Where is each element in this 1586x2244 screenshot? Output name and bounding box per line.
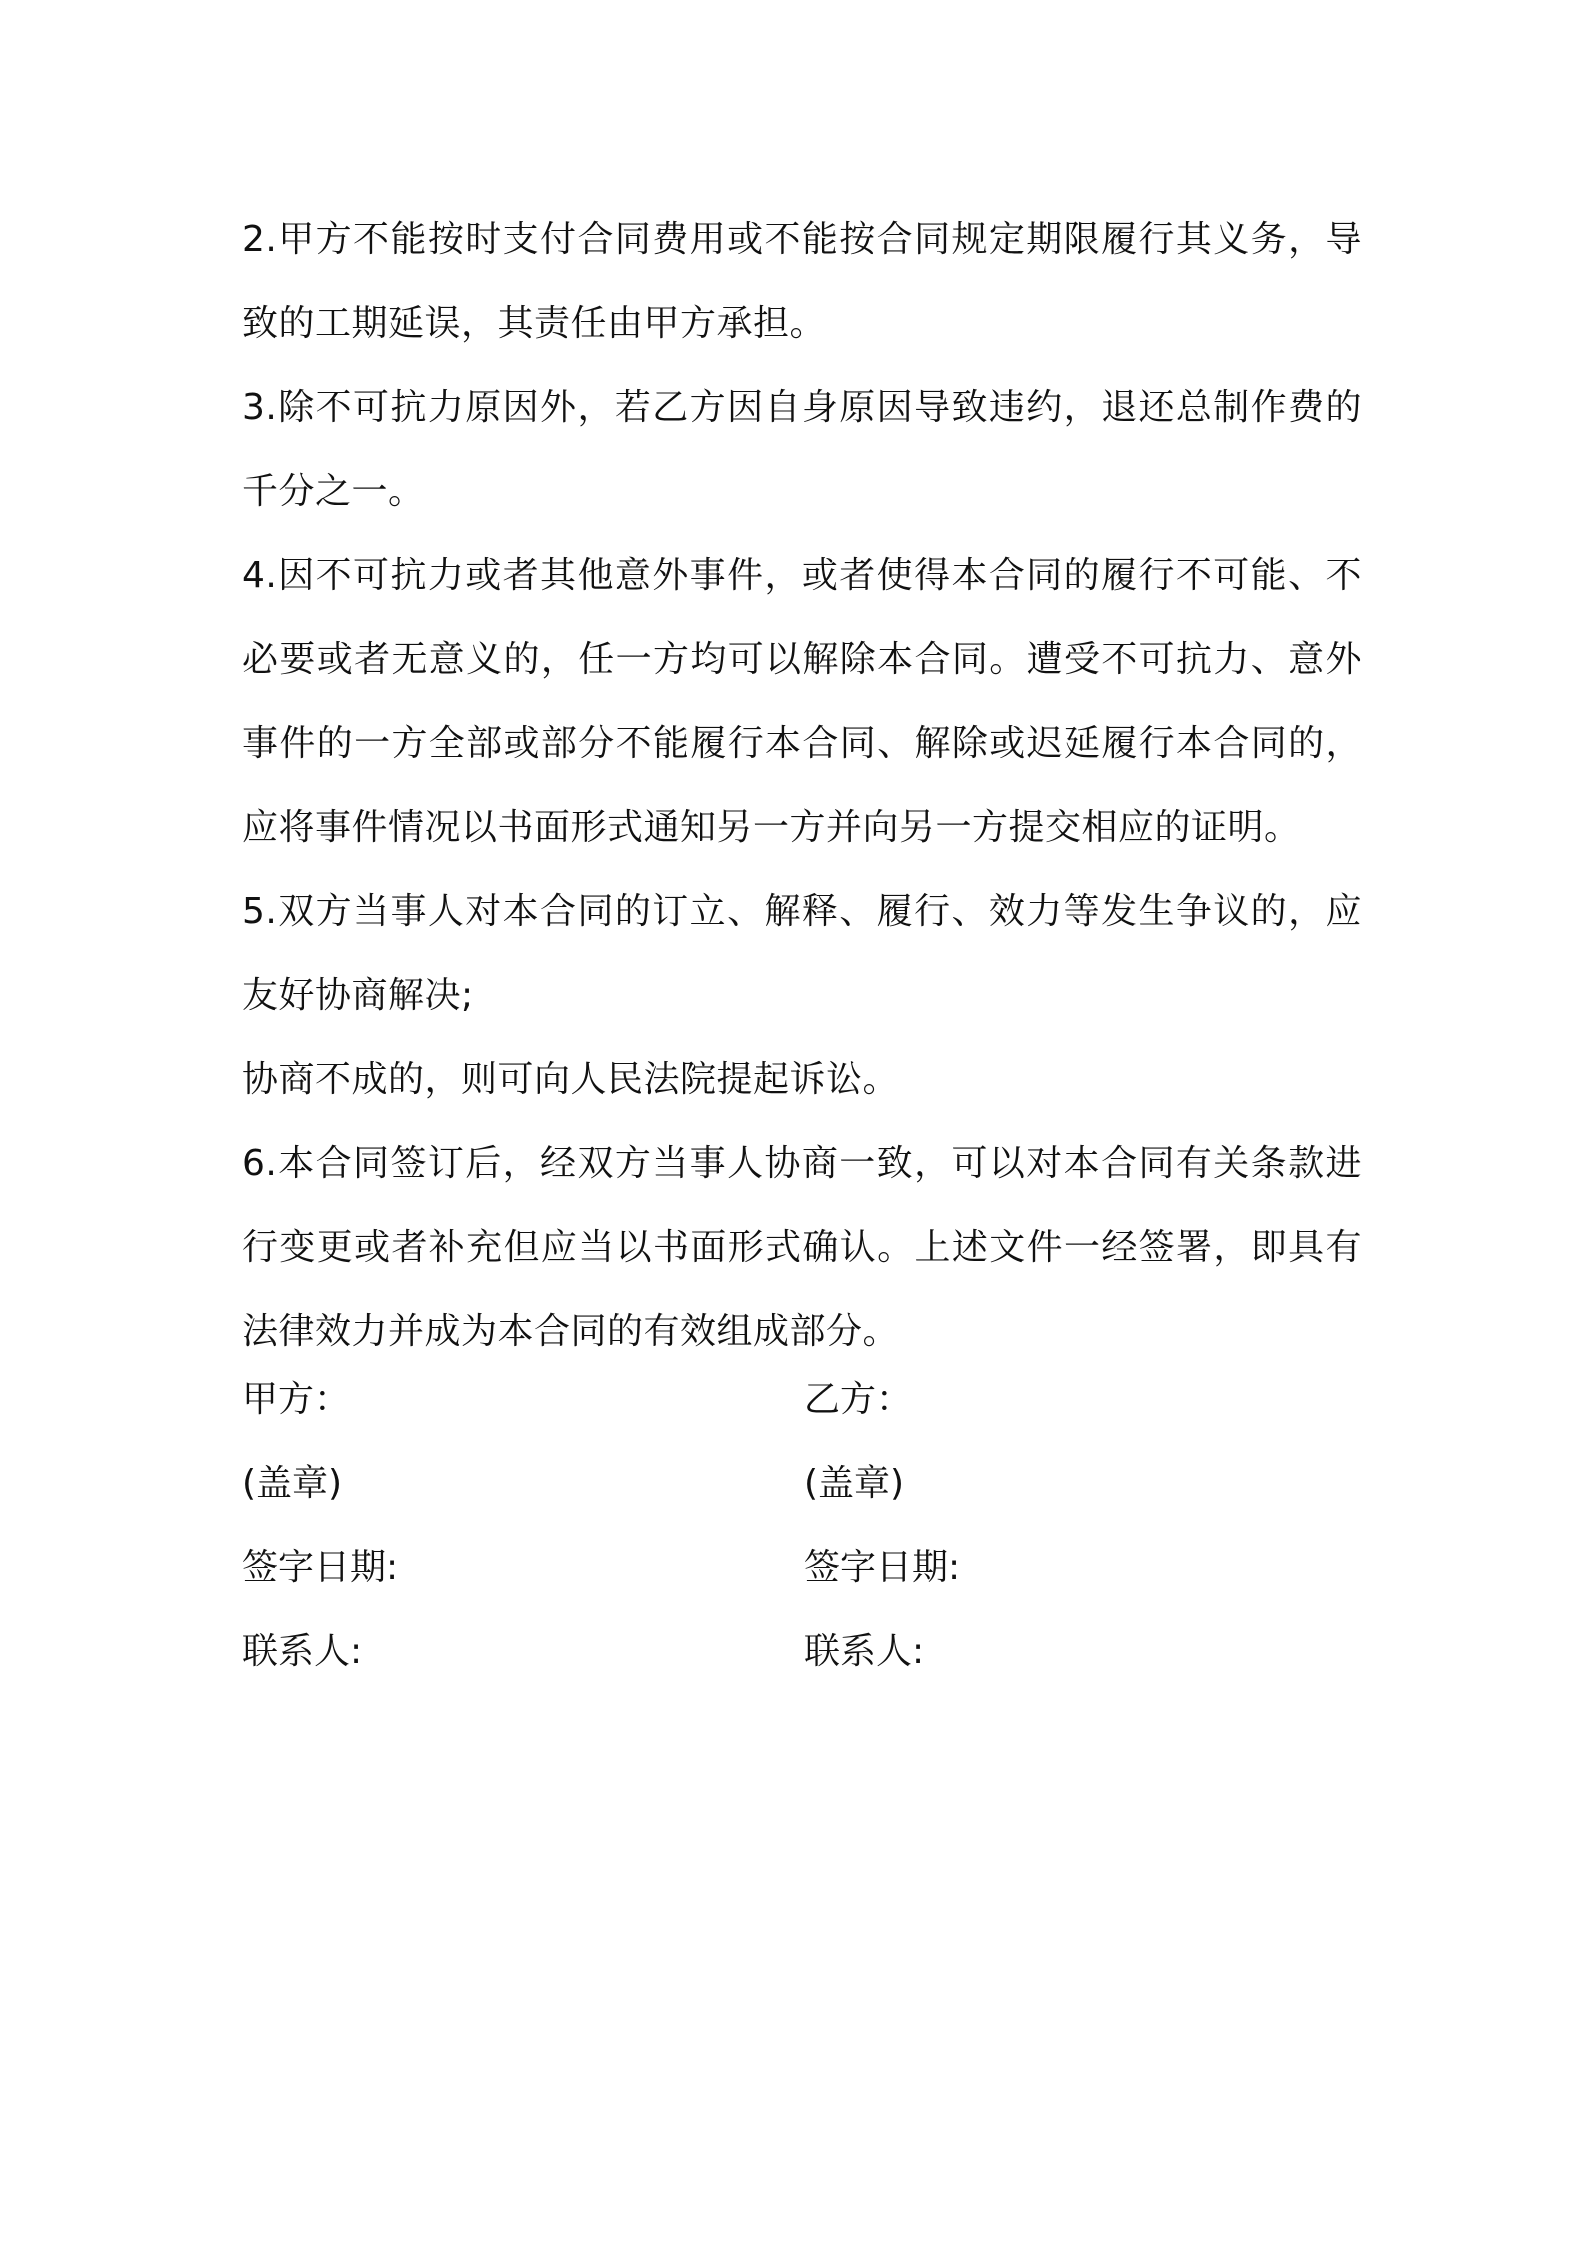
- clause-6: 6.本合同签订后，经双方当事人协商一致，可以对本合同有关条款进行变更或者补充但应当以书面形式确认。上述文件一经签署，即具有法律效力并成为本合同的有效组成部分。: [242, 1143, 1362, 1352]
- clause-5-continued: 协商不成的，则可向人民法院提起诉讼。: [242, 1059, 900, 1100]
- party-a-date-label: 签字日期:: [242, 1547, 399, 1588]
- party-b-seal-label: (盖章): [804, 1463, 905, 1504]
- signature-row-date: [242, 1526, 1362, 1610]
- signature-row-seal: [242, 1442, 1362, 1526]
- party-a-label: 甲方：: [242, 1379, 351, 1420]
- party-a-seal-label: (盖章): [242, 1463, 343, 1504]
- party-b-date-label: 签字日期:: [804, 1547, 961, 1588]
- signature-row-contact: [242, 1610, 1362, 1694]
- party-b-contact-label: 联系人:: [804, 1631, 925, 1672]
- party-a-contact-label: 联系人:: [242, 1631, 363, 1672]
- signature-block: [242, 1358, 1362, 1694]
- signature-row-party: [242, 1358, 1362, 1442]
- clause-4: 4.因不可抗力或者其他意外事件，或者使得本合同的履行不可能、不必要或者无意义的，任一方均可以解除本合同。遭受不可抗力、意外事件的一方全部或部分不能履行本合同、解除或迟延履行本合同的，应将事件情况以书面形式通知另一方并向另一方提交相应的证明。: [242, 555, 1362, 848]
- party-b-label: 乙方：: [804, 1379, 913, 1420]
- clause-5: 5.双方当事人对本合同的订立、解释、履行、效力等发生争议的，应友好协商解决;: [242, 891, 1362, 1016]
- clause-2: 2.甲方不能按时支付合同费用或不能按合同规定期限履行其义务，导致的工期延误，其责任由甲方承担。: [242, 219, 1362, 344]
- contract-clauses: [242, 198, 1362, 1374]
- clause-3: 3.除不可抗力原因外，若乙方因自身原因导致违约，退还总制作费的千分之一。: [242, 387, 1362, 512]
